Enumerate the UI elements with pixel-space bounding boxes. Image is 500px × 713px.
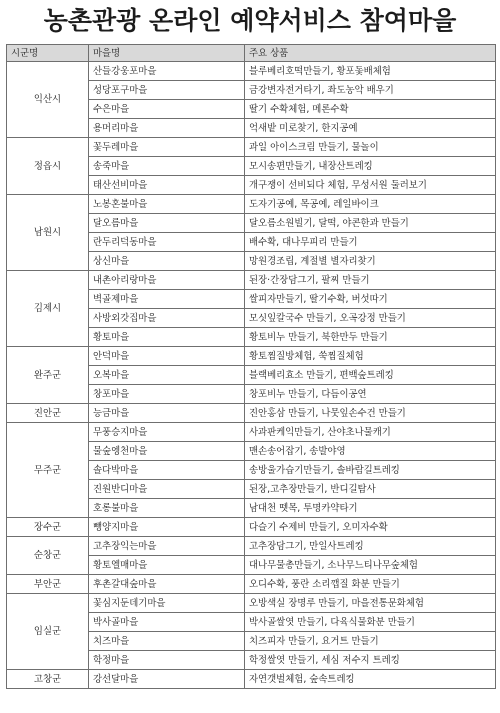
product-cell: 과일 아이스크림 만들기, 물놀이 [245, 138, 496, 157]
village-cell: 달오름마을 [89, 214, 245, 233]
product-cell: 황토비누 만들기, 북한만두 만들기 [245, 328, 496, 347]
table-body [7, 62, 496, 689]
table-row [7, 347, 496, 366]
region-cell: 정읍시 [7, 138, 89, 195]
product-cell: 망원경조립, 계절별 별자리찾기 [245, 252, 496, 271]
region-cell: 완주군 [7, 347, 89, 404]
region-cell: 부안군 [7, 575, 89, 594]
region-cell: 남원시 [7, 195, 89, 271]
village-cell: 물숲엥천마을 [89, 442, 245, 461]
village-cell: 산들강웅포마을 [89, 62, 245, 81]
village-cell: 노봉혼불마을 [89, 195, 245, 214]
region-cell: 무주군 [7, 423, 89, 518]
village-cell: 오복마을 [89, 366, 245, 385]
product-cell: 달오름소원빌기, 달떡, 야콘한과 만들기 [245, 214, 496, 233]
village-cell: 용머리마을 [89, 119, 245, 138]
village-cell: 황토마을 [89, 328, 245, 347]
product-cell: 블루베리호떡만들기, 황포돛배체험 [245, 62, 496, 81]
table-header-row [7, 45, 496, 62]
product-cell: 블랙베리효소 만들기, 편백숲트레킹 [245, 366, 496, 385]
village-cell: 박사골마을 [89, 613, 245, 632]
table-row [7, 575, 496, 594]
village-cell: 치즈마을 [89, 632, 245, 651]
product-cell: 오방색실 장명루 만들기, 마을전통문화체험 [245, 594, 496, 613]
product-cell: 쌀피자만들기, 딸기수확, 버섯따기 [245, 290, 496, 309]
region-cell: 익산시 [7, 62, 89, 138]
product-cell: 배수확, 대나무피리 만들기 [245, 233, 496, 252]
village-cell: 성당포구마을 [89, 81, 245, 100]
table-row [7, 423, 496, 442]
table-row [7, 138, 496, 157]
product-cell: 황토찜질방체험, 쑥찜질체험 [245, 347, 496, 366]
page-title: 농촌관광 온라인 예약서비스 참여마을 [43, 6, 457, 35]
product-cell: 대나무물총만들기, 소나무느티나무숲체험 [245, 556, 496, 575]
table-row [7, 271, 496, 290]
header-product: 주요 상품 [245, 45, 496, 62]
village-table [6, 44, 496, 689]
product-cell: 모시송편만들기, 내장산트레킹 [245, 157, 496, 176]
village-cell: 황토엘매마을 [89, 556, 245, 575]
product-cell: 도자기공예, 목공예, 레일바이크 [245, 195, 496, 214]
product-cell: 맨손송어잡기, 송발야영 [245, 442, 496, 461]
village-cell: 학정마을 [89, 651, 245, 670]
village-cell: 호롱불마을 [89, 499, 245, 518]
village-cell: 무풍승지마을 [89, 423, 245, 442]
village-cell: 상신마을 [89, 252, 245, 271]
village-cell: 벽골제마을 [89, 290, 245, 309]
product-cell: 된장·간장담그기, 팔찌 만들기 [245, 271, 496, 290]
region-cell: 진안군 [7, 404, 89, 423]
village-cell: 진원반디마을 [89, 480, 245, 499]
product-cell: 창포비누 만들기, 다듬이공연 [245, 385, 496, 404]
product-cell: 고추장담그기, 만일사트레킹 [245, 537, 496, 556]
village-cell: 강선달마을 [89, 670, 245, 689]
header-village: 마을명 [89, 45, 245, 62]
table-row [7, 670, 496, 689]
table-row [7, 404, 496, 423]
product-cell: 금강변자전거타기, 좌도농악 배우기 [245, 81, 496, 100]
product-cell: 억새밭 미로찾기, 한지공예 [245, 119, 496, 138]
product-cell: 학정쌀엿 만들기, 세심 저수지 트레킹 [245, 651, 496, 670]
region-cell: 임실군 [7, 594, 89, 670]
village-cell: 능금마을 [89, 404, 245, 423]
product-cell: 사과판케익만들기, 산야초나물캐기 [245, 423, 496, 442]
product-cell: 개구쟁이 선비되다 체험, 무성서원 둘러보기 [245, 176, 496, 195]
region-cell: 순창군 [7, 537, 89, 575]
product-cell: 진안홍삼 만들기, 나뭇잎손수건 만들기 [245, 404, 496, 423]
header-region: 시군명 [7, 45, 89, 62]
village-cell: 뺑양지마을 [89, 518, 245, 537]
product-cell: 송방울가습기만들기, 솔바람길트레킹 [245, 461, 496, 480]
village-cell: 안덕마을 [89, 347, 245, 366]
product-cell: 치즈피자 만들기, 요거트 만들기 [245, 632, 496, 651]
table-row [7, 195, 496, 214]
product-cell: 모싯잎칼국수 만들기, 오곡강정 만들기 [245, 309, 496, 328]
village-cell: 란두리덕동마을 [89, 233, 245, 252]
village-cell: 내촌아리랑마을 [89, 271, 245, 290]
village-cell: 사방외갓집마을 [89, 309, 245, 328]
product-cell: 딸기 수확체험, 메론수확 [245, 100, 496, 119]
table-row [7, 62, 496, 81]
product-cell: 다슬기 수제비 만들기, 오미자수확 [245, 518, 496, 537]
region-cell: 고창군 [7, 670, 89, 689]
table-row [7, 537, 496, 556]
product-cell: 오디수확, 풍란 소리깹질 화분 만들기 [245, 575, 496, 594]
village-cell: 고추장익는마을 [89, 537, 245, 556]
village-cell: 태산선비마을 [89, 176, 245, 195]
village-cell: 창포마을 [89, 385, 245, 404]
product-cell: 된장,고추장만들기, 반디길탐사 [245, 480, 496, 499]
product-cell: 남대천 뗏목, 투명카약타기 [245, 499, 496, 518]
village-cell: 수은마을 [89, 100, 245, 119]
product-cell: 자연갯벌체험, 숲속트레킹 [245, 670, 496, 689]
product-cell: 박사골쌀엿 만들기, 다육식물화분 만들기 [245, 613, 496, 632]
village-cell: 솔다박마을 [89, 461, 245, 480]
village-cell: 후촌갈대숲마을 [89, 575, 245, 594]
table-row [7, 518, 496, 537]
region-cell: 김제시 [7, 271, 89, 347]
region-cell: 장수군 [7, 518, 89, 537]
table-row [7, 594, 496, 613]
village-cell: 꽃심지둔데기마을 [89, 594, 245, 613]
village-cell: 꽃두레마을 [89, 138, 245, 157]
village-cell: 송죽마을 [89, 157, 245, 176]
